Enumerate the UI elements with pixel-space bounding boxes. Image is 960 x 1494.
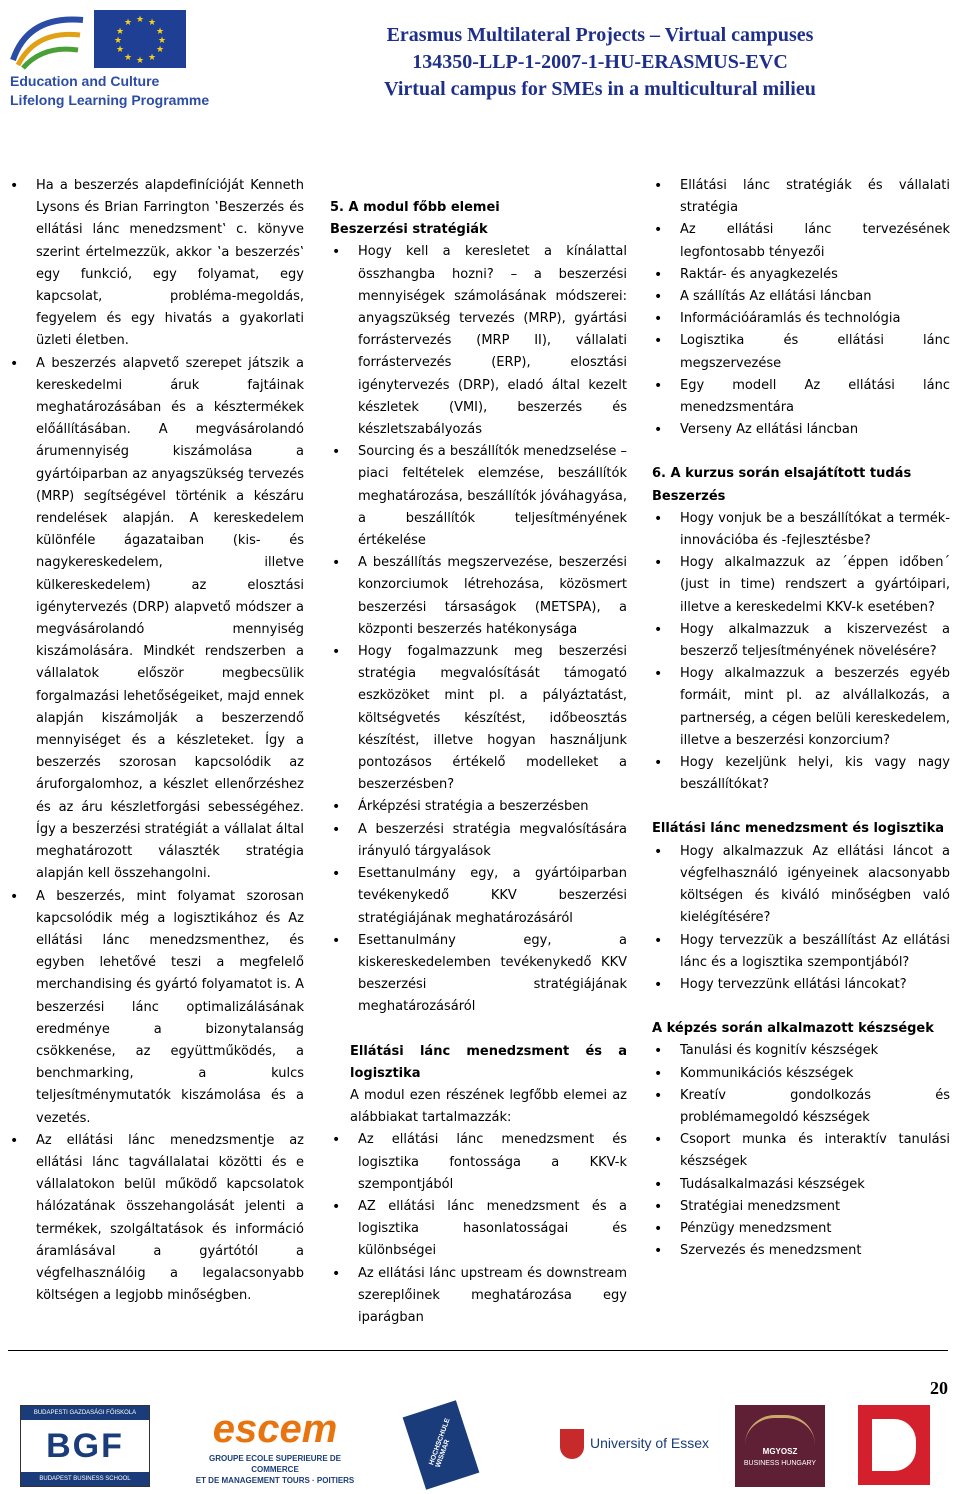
partner-logos: [0, 1405, 960, 1490]
section-heading: 6. A kurzus során elsajátított tudás: [652, 466, 912, 482]
strategy-list: [330, 241, 627, 1018]
escem-subtitle-2: ET DE MANAGEMENT TOURS · POITIERS: [195, 1476, 355, 1485]
list-item: • Az ellátási lánc upstream és downstream szereplőinek meghatározása egy iparágban: [330, 1263, 627, 1330]
list-item: • Hogy tervezzük a beszállítást Az ellátási lánc és a logisztika szempontjából?: [652, 930, 950, 974]
bgf-bottom-text: BUDAPEST BUSINESS SCHOOL: [21, 1472, 149, 1486]
list-item: • AZ ellátási lánc menedzsment és a logisztika hasonlatosságai és különbségei: [330, 1196, 627, 1263]
hochschule-wismar-logo: [405, 1405, 475, 1487]
list-item: • Sourcing és a beszállítók menedzselése – piaci feltételek elemzése, beszállítók meghatározása, beszállítók jóváhagyása, a beszállítók teljesítményének értékelése: [330, 441, 627, 552]
list-item: • Az ellátási lánc tervezésének legfontosabb tényezői: [652, 219, 950, 263]
university-of-essex-logo: [560, 1405, 710, 1487]
right-column: [652, 175, 950, 1262]
mgyosz-logo: [735, 1405, 825, 1487]
page-header: [0, 0, 960, 118]
project-code: 134350-LLP-1-2007-1-HU-ERASMUS-EVC: [412, 51, 788, 73]
list-item: • Logisztika és ellátási lánc megszervezése: [652, 330, 950, 374]
competence-list: [652, 1040, 950, 1262]
logo-text: [10, 72, 209, 110]
swirl-graphic-icon: [8, 10, 88, 70]
topic-list: [652, 175, 950, 441]
list-item: • Hogy fogalmazzunk meg beszerzési stratégia megvalósítását támogató eszközöket mint pl. a pályáztatást, költségvetés készítést, időbeosztás készítést, illetve hogyan használjunk pontozásos értékelő modelleket a beszerzésben?: [330, 641, 627, 796]
mgyosz-subtitle: BUSINESS HUNGARY: [743, 1460, 817, 1467]
spacer: [652, 796, 950, 818]
knowledge-list: [652, 508, 950, 797]
project-title: Erasmus Multilateral Projects – Virtual campuses: [386, 24, 814, 46]
escem-wordmark: escem: [212, 1407, 338, 1451]
list-item: • Hogy tervezzünk ellátási láncokat?: [652, 974, 950, 996]
list-item: • Hogy alkalmazzuk a kiszervezést a beszerző teljesítményének növelésére?: [652, 619, 950, 663]
hochschule-wismar-text: HOCHSCHULE WISMAR: [428, 1417, 452, 1469]
left-column: [8, 175, 304, 1307]
list-item: • Pénzügy menedzsment: [652, 1218, 950, 1240]
list-item: • Kreatív gondolkozás és problémamegoldó készségek: [652, 1085, 950, 1129]
spacer: [330, 175, 627, 197]
list-item: • A beszállítás megszervezése, beszerzési konzorciumok létrehozása, közösmert beszerzési társaságok (METSPA), a központi beszerzés hatékonysága: [330, 552, 627, 641]
list-item: • Az ellátási lánc menedzsment és logisztika fontossága a KKV-k szempontjából: [330, 1129, 627, 1196]
essex-wordmark: University of Essex: [590, 1435, 710, 1451]
red-partner-logo: [858, 1405, 930, 1487]
list-item: • Árképzési stratégia a beszerzésben: [330, 796, 627, 818]
escem-logo: [185, 1405, 365, 1487]
essex-crest-icon: [560, 1429, 584, 1459]
scm-knowledge-list: [652, 841, 950, 996]
list-item: • Esettanulmány egy, a gyártóiparban tevékenykedő KKV beszerzési stratégiájának meghatározásáról: [330, 863, 627, 930]
middle-column: [330, 175, 627, 1329]
header-titles: [300, 22, 900, 103]
footer-divider: [8, 1350, 948, 1351]
list-item: • Verseny Az ellátási láncban: [652, 419, 950, 441]
section-subheading: Beszerzés: [652, 488, 726, 504]
spacer: [330, 1019, 627, 1041]
bgf-mark: BGF: [46, 1427, 124, 1465]
list-item: • A beszerzés alapvető szerepet játszik a kereskedelmi áruk fajtáinak meghatározásában és a késztermékek előállításában. A megvásárolandó árumennyiség kiszámolása a gyártóiparban az anyagszükség tervezés (MRP) segítségével történik a készáru rendelések alapján. A kereskedelem különféle ágazataiban (kis- és nagykereskedelem, illetve külkereskedelem) az elosztási igénytervezés (DRP) alapvető módszer a megvásárolandó mennyiség kiszámolására. Mindkét rendszerben a vállalatok először megbecsülik forgalmazási lehetőségeiket, majd ennek alapján kiszámolják a beszerzendő mennyiséget és a készleteket. Így a beszerzés szorosan kapcsolódik az áruforgalomhoz, a készlet ellenőrzéshez és az áru készletforgási sebességéhez. Így a beszerzési stratégiát a vállalat által meghatározott választék stratégia alapján kell összehangolni.: [8, 353, 304, 886]
bgf-logo: [20, 1405, 150, 1487]
eu-llp-logo: [8, 6, 258, 112]
list-item: • Információáramlás és technológia: [652, 308, 950, 330]
list-item: • Hogy alkalmazzuk a beszerzés egyéb formáit, mint pl. az alvállalkozás, a partnerség, a cégen belüli kereskedelem, illetve a beszerzési konzorcium?: [652, 663, 950, 752]
escem-subtitle-1: GROUPE ECOLE SUPERIEURE DE COMMERCE: [208, 1454, 342, 1474]
list-item: • Ha a beszerzés alapdefinícióját Kenneth Lysons és Brian Farrington ‛Beszerzés és ellátási lánc menedzsment‛ c. könyve szerint értelmezzük, akkor ‛a beszerzés‛ egy funkció, egy folyamat, egy kapcsolat, probléma-megoldás, fegyelem és egy hivatás a gyakorlati üzleti életben.: [8, 175, 304, 353]
list-item: • Tudásalkalmazási készségek: [652, 1174, 950, 1196]
list-item: • Kommunikációs készségek: [652, 1063, 950, 1085]
page-number: 20: [930, 1378, 948, 1398]
logo-line-1: Education and Culture: [10, 73, 160, 89]
spacer: [652, 441, 950, 463]
list-item: • A beszerzés, mint folyamat szorosan kapcsolódik még a logisztikához és Az ellátási lánc menedzsmenthez, és egyben lehetővé teszi a megfelelő merchandising és gyártó folyamatot is. A beszerzési lánc optimalizálásának eredménye a bizonytalanság csökkenése, az együttműködés, a benchmarking, a kulcs teljesítménymutatók kiszámolása és a vezetés.: [8, 886, 304, 1130]
list-item: • Egy modell Az ellátási lánc menedzsmentára: [652, 375, 950, 419]
section-heading: A képzés során alkalmazott készségek: [652, 1021, 934, 1037]
project-subtitle: Virtual campus for SMEs in a multicultural milieu: [384, 78, 816, 100]
list-item: • A beszerzési stratégia megvalósítására irányuló tárgyalások: [330, 819, 627, 863]
list-item: • Raktár- és anyagkezelés: [652, 264, 950, 286]
logo-line-2: Lifelong Learning Programme: [10, 92, 210, 108]
list-item: • Tanulási és kognitív készségek: [652, 1040, 950, 1062]
chain-bridge-icon: [745, 1415, 815, 1445]
list-item: • Stratégiai menedzsment: [652, 1196, 950, 1218]
bgf-top-text: BUDAPESTI GAZDASÁGI FŐISKOLA: [21, 1406, 149, 1420]
section-subheading: Beszerzési stratégiák: [330, 222, 488, 238]
section-heading: 5. A modul főbb elemei: [330, 200, 500, 215]
list-item: • Hogy kell a keresletet a kínálattal összhangba hozni? – a beszerzési mennyiségek számolásának módszerei: anyagszükség tervezés (MRP), gyártási forrástervezés (MRP II), vállalati forrástervezés (ERP), elosztási igénytervezés (DRP), eladó által kezelt készletek (VMI), beszerzés és készletszabályozás: [330, 241, 627, 441]
list-item: • Csoport munka és interaktív tanulási készségek: [652, 1129, 950, 1173]
list-item: • Ellátási lánc stratégiák és vállalati stratégia: [652, 175, 950, 219]
list-item: • Hogy kezeljünk helyi, kis vagy nagy beszállítókat?: [652, 752, 950, 796]
list-item: • A szállítás Az ellátási láncban: [652, 286, 950, 308]
list-item: • Hogy vonjuk be a beszállítókat a termék-innovációba és -fejlesztésbe?: [652, 508, 950, 552]
section-heading: Ellátási lánc menedzsment és a logisztika: [350, 1043, 627, 1081]
red-logo-cutout: [872, 1419, 916, 1471]
list-item: • Esettanulmány egy, a kiskereskedelemben tevékenykedő KKV beszerzési stratégiájának meghatározásáról: [330, 930, 627, 1019]
mgyosz-wordmark: MGYOSZ: [762, 1447, 798, 1456]
section-intro: A modul ezen részének legfőbb elemei az alábbiakat tartalmazzák:: [350, 1087, 627, 1126]
section-heading: Ellátási lánc menedzsment és logisztika: [652, 821, 945, 837]
list-item: • Hogy alkalmazzuk az ´éppen időben´ (just in time) rendszert a gyártóipari, illetve a kereskedelmi KKV-k esetében?: [652, 552, 950, 619]
left-bullet-list: [8, 175, 304, 1307]
eu-flag-icon: ★ ★ ★ ★ ★ ★ ★ ★ ★ ★ ★ ★: [94, 10, 186, 68]
list-item: • Szervezés és menedzsment: [652, 1240, 950, 1262]
list-item: • Az ellátási lánc menedzsmentje az ellátási lánc tagvállalatai közötti és e vállalatokon belül működő kapcsolatok hálózatának összehangolását jelenti a termékek, szolgáltatások és információ áramlásával a gyártótól a végfelhasználóig a legalacsonyabb költségen a legjobb minőségben.: [8, 1130, 304, 1308]
spacer: [652, 996, 950, 1018]
scm-list: [330, 1129, 627, 1329]
list-item: • Hogy alkalmazzuk Az ellátási láncot a végfelhasználó igényeinek alacsonyabb költségen és kiváló minőségben való kielégítésére?: [652, 841, 950, 930]
